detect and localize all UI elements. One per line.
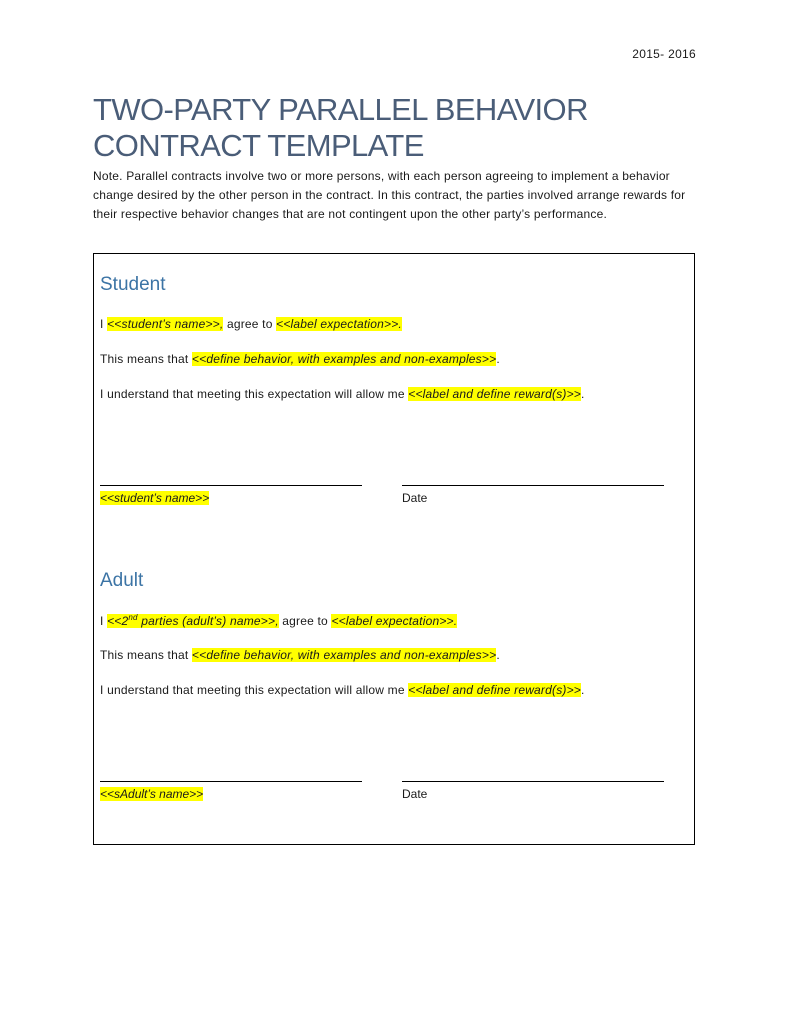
text-span: I <box>100 614 108 628</box>
text-span: <<2 <box>107 614 129 628</box>
adult-behavior-field[interactable]: <<define behavior, with examples and non-examples>> <box>191 648 497 662</box>
text-span: I <box>100 317 108 331</box>
school-year: 2015- 2016 <box>632 47 696 61</box>
text-span: agree to <box>278 614 332 628</box>
student-date-line[interactable] <box>402 485 664 486</box>
student-signature-name: <<student’s name>> <box>100 491 210 505</box>
text-span: This means that <box>100 352 192 366</box>
student-signature-label <box>100 491 209 505</box>
student-reward-line <box>100 387 585 401</box>
adult-signature-line[interactable] <box>100 781 362 782</box>
adult-agreement-line <box>100 613 457 628</box>
student-agreement-line <box>100 317 402 331</box>
text-span: I understand that meeting this expectation will allow me <box>100 683 409 697</box>
ordinal-suffix: nd <box>128 613 138 622</box>
student-behavior-line <box>100 352 500 366</box>
adult-reward-field[interactable]: <<label and define reward(s)>> <box>408 683 582 697</box>
adult-name-field[interactable] <box>107 614 279 628</box>
text-span: I understand that meeting this expectation will allow me <box>100 387 409 401</box>
adult-date-line[interactable] <box>402 781 664 782</box>
text-span: . <box>581 387 585 401</box>
student-behavior-field[interactable]: <<define behavior, with examples and non-examples>> <box>191 352 497 366</box>
adult-reward-line <box>100 683 585 697</box>
adult-heading: Adult <box>100 570 144 591</box>
text-span: . <box>581 683 585 697</box>
student-expectation-field[interactable]: <<label expectation>>. <box>276 317 402 331</box>
adult-signature-name: <<sAdult’s name>> <box>100 787 204 801</box>
adult-expectation-field[interactable]: <<label expectation>>. <box>331 614 458 628</box>
text-span: . <box>496 648 500 662</box>
text-span: This means that <box>100 648 192 662</box>
contract-box <box>93 253 695 845</box>
page-title: TWO-PARTY PARALLEL BEHAVIOR CONTRACT TEMPLATE <box>93 92 588 163</box>
text-span: parties (adult’s) name>>, <box>137 614 279 628</box>
text-span: . <box>496 352 500 366</box>
note-paragraph: Note. Parallel contracts involve two or more persons, with each person agreeing to implement a behavior change desired by the other person in the contract. In this contract, the parties involved arrange rewards for their respective behavior changes that are not contingent upon the other party’s performance. <box>93 169 686 221</box>
student-reward-field[interactable]: <<label and define reward(s)>> <box>408 387 582 401</box>
student-name-field[interactable]: <<student’s name>>, <box>107 317 224 331</box>
text-span: agree to <box>223 317 277 331</box>
adult-signature-label <box>100 787 203 801</box>
adult-behavior-line <box>100 648 500 662</box>
student-date-label: Date <box>402 491 428 505</box>
adult-date-label: Date <box>402 787 428 801</box>
student-signature-line[interactable] <box>100 485 362 486</box>
student-heading: Student <box>100 274 166 295</box>
